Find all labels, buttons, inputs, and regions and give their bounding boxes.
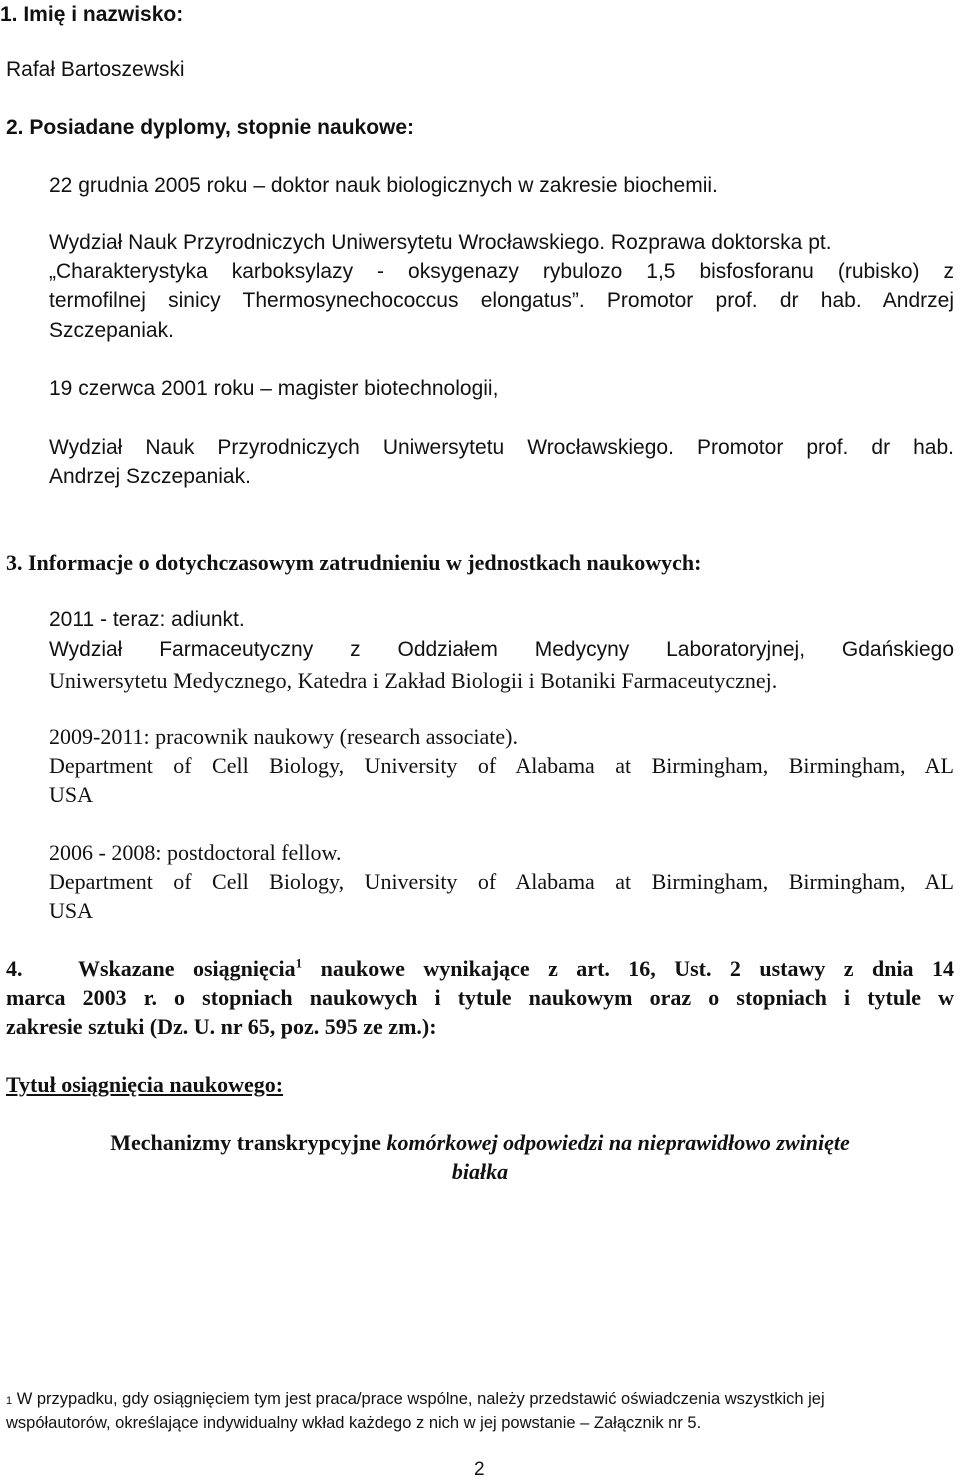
job-1-title: 2011 - teraz: adiunkt. — [49, 608, 245, 631]
achievement-title-line-2: białka — [451, 1159, 509, 1184]
job-1-line-1: Wydział Farmaceutyczny z Oddziałem Medycyny Laboratoryjnej, Gdańskiego — [49, 638, 954, 661]
section-1-heading: 1. Imię i nazwisko: — [0, 3, 184, 26]
phd-line-2: „Charakterystyka karboksylazy - oksygenazy rybulozo 1,5 bisfosforanu (rubisko) z — [49, 260, 954, 283]
achievement-title-label: Tytuł osiągnięcia naukowego: — [6, 1072, 284, 1097]
phd-line-1: Wydział Nauk Przyrodniczych Uniwersytetu Wrocławskiego. Rozprawa doktorska pt. — [49, 231, 832, 254]
job-3-line-2: USA — [49, 898, 94, 923]
footnote-text-1: W przypadku, gdy osiągnięciem tym jest praca/prace wspólne, należy przedstawić oświadczenia wszystkich jej — [12, 1390, 825, 1408]
job-2-line-1: Department of Cell Biology, University of Alabama at Birmingham, Birmingham, AL — [49, 753, 954, 778]
job-3-title: 2006 - 2008: postdoctoral fellow. — [49, 840, 342, 865]
msc-date-line: 19 czerwca 2001 roku – magister biotechnologii, — [49, 377, 499, 400]
section-4-line-1 — [78, 956, 954, 982]
footnote-line-2: współautorów, określające indywidualny wkład każdego z nich w jej powstanie – Załącznik nr 5. — [6, 1414, 702, 1432]
job-3-line-1: Department of Cell Biology, University of Alabama at Birmingham, Birmingham, AL — [49, 869, 954, 894]
section-4-line-3: zakresie sztuki (Dz. U. nr 65, poz. 595 ze zm.): — [6, 1014, 437, 1039]
footnote-line-1 — [6, 1390, 825, 1409]
phd-date-line: 22 grudnia 2005 roku – doktor nauk biologicznych w zakresie biochemii. — [49, 174, 718, 197]
job-2-title: 2009-2011: pracownik naukowy (research associate). — [49, 724, 518, 749]
section-4-line-1b: naukowe wynikające z art. 16, Ust. 2 ustawy z dnia 14 — [302, 956, 954, 981]
phd-line-3: termofilnej sinicy Thermosynechococcus elongatus”. Promotor prof. dr hab. Andrzej — [49, 289, 954, 312]
full-name: Rafał Bartoszewski — [6, 58, 185, 81]
job-2-line-2: USA — [49, 782, 94, 807]
page-number: 2 — [474, 1459, 485, 1480]
msc-line-1: Wydział Nauk Przyrodniczych Uniwersytetu Wrocławskiego. Promotor prof. dr hab. — [49, 436, 954, 459]
job-1-line-2: Uniwersytetu Medycznego, Katedra i Zakład Biologii i Botaniki Farmaceutycznej. — [49, 668, 778, 693]
achievement-title-line-1 — [0, 1130, 960, 1156]
footnote-number: 1 — [6, 1395, 13, 1407]
phd-line-4: Szczepaniak. — [49, 319, 174, 342]
footnote-ref: 1 — [295, 955, 303, 971]
section-4-line-2: marca 2003 r. o stopniach naukowych i tytule naukowym oraz o stopniach i tytule w — [6, 985, 954, 1010]
msc-line-2: Andrzej Szczepaniak. — [49, 465, 251, 488]
section-4-number: 4. — [6, 956, 23, 981]
achievement-title-bold: Mechanizmy transkrypcyjne — [110, 1130, 387, 1155]
achievement-title-italic: komórkowej odpowiedzi na nieprawidłowo zwinięte — [386, 1130, 850, 1155]
section-4-line-1a: Wskazane osiągnięcia — [78, 956, 296, 981]
section-3-heading: 3. Informacje o dotychczasowym zatrudnieniu w jednostkach naukowych: — [6, 550, 702, 575]
section-2-heading: 2. Posiadane dyplomy, stopnie naukowe: — [6, 116, 415, 139]
